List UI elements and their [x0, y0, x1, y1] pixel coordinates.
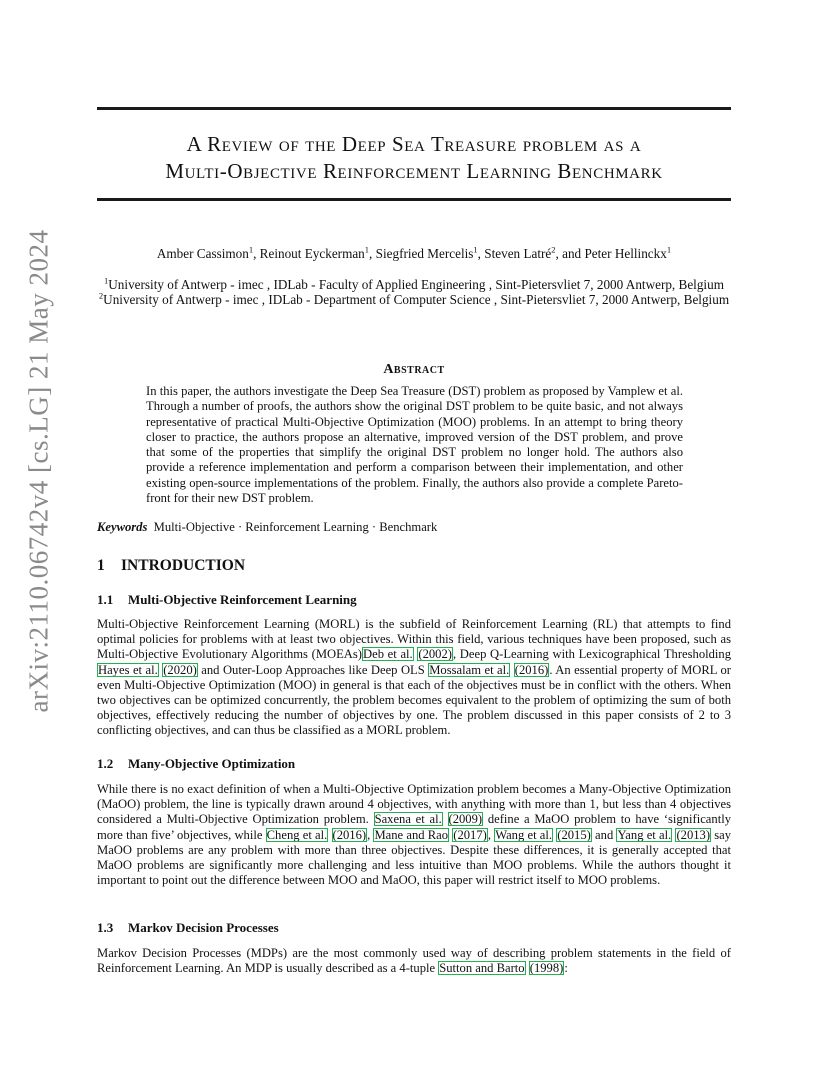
- paragraph-text: and: [591, 827, 617, 842]
- affiliation-text: University of Antwerp - imec , IDLab - Faculty of Applied Engineering , Sint-Pietersvliet 7, 2000 Antwerp, Belgium: [108, 277, 724, 292]
- author-name: Amber Cassimon: [156, 246, 249, 261]
- author-separator: ,: [369, 246, 376, 261]
- paragraph-text: and Outer-Loop Approaches like Deep OLS: [197, 662, 425, 677]
- arxiv-stamp: arXiv:2110.06742v4 [cs.LG] 21 May 2024: [23, 229, 54, 713]
- citation-year-link[interactable]: (2002): [418, 647, 452, 662]
- affiliation-1: [60, 277, 768, 293]
- author-name: Peter Hellinckx: [584, 246, 667, 261]
- title-rule-top: [97, 107, 731, 110]
- paragraph-morl: [97, 617, 731, 739]
- citation-link[interactable]: Wang et al.: [495, 827, 553, 842]
- author-separator: , and: [555, 246, 585, 261]
- affiliation-mark: 1: [248, 244, 254, 255]
- citation-link[interactable]: Sutton and Barto: [439, 961, 525, 976]
- author-list: [60, 246, 768, 262]
- paragraph-mdp: [97, 946, 731, 976]
- citation-year-link[interactable]: (2009): [448, 812, 483, 827]
- citation-year-link[interactable]: (2016): [332, 827, 367, 842]
- affiliation-mark: 2: [98, 290, 104, 301]
- keywords-text: Multi-Objective · Reinforcement Learning · Benchmark: [153, 520, 438, 534]
- affiliation-text: University of Antwerp - imec , IDLab - Department of Computer Science , Sint-Pietersvliet 7, 2000 Antwerp, Belgium: [103, 292, 730, 307]
- section-heading-introduction: [97, 557, 245, 575]
- paragraph-text: :: [564, 961, 568, 976]
- author-separator: ,: [477, 246, 485, 261]
- paragraph-text: ,: [367, 827, 374, 842]
- citation-year-link[interactable]: (2016): [514, 662, 549, 677]
- section-number: 1: [97, 557, 105, 574]
- citation-year-link[interactable]: (2020): [163, 662, 197, 677]
- affiliation-mark: 1: [666, 244, 672, 255]
- affiliation-mark: 1: [473, 244, 478, 255]
- section-title: INTRODUCTION: [121, 557, 246, 574]
- title-line-2: Multi-Objective Reinforcement Learning Benchmark: [165, 159, 663, 183]
- paragraph-text: . An essential property of MORL or even Multi-Objective Optimization (MOO) in general is that each of the objectives must be in conflict with the others. When two objectives can be optimized concurrently, the problem becomes equivalent to the problem of optimizing the sum of both objectives, effectively reducing the number of objectives by one. The problem discussed in this paper consists of 2 to 3 conflicting objectives, and can thus be classified as a MORL problem.: [97, 662, 731, 738]
- subsection-title: Markov Decision Processes: [128, 920, 279, 935]
- paragraph-text: While there is no exact definition of when a Multi-Objective Optimization problem becomes a Many-Objective Optimization (MaOO) problem, the line is typically drawn around 4 objectives, with anything with more than 1, but less than 4 objectives considered a Multi-Objective Optimization problem.: [97, 782, 731, 827]
- subsection-heading-mdp: [97, 920, 279, 936]
- subsection-heading-maoo: [97, 756, 295, 772]
- author-name: Steven Latré: [484, 246, 552, 261]
- keywords-line: [97, 520, 437, 535]
- paragraph-text: , Deep Q-Learning with Lexicographical Thresholding: [452, 647, 732, 662]
- author-separator: ,: [253, 246, 260, 261]
- subsection-title: Many-Objective Optimization: [128, 756, 296, 771]
- paragraph-text: define a MaOO problem to have ‘significantly more than five’ objectives, while: [97, 812, 731, 842]
- citation-link[interactable]: Saxena et al.: [374, 812, 442, 827]
- abstract-heading: Abstract: [383, 362, 445, 377]
- citation-link[interactable]: Hayes et al.: [98, 662, 158, 677]
- affiliation-mark: 1: [104, 275, 109, 286]
- paragraph-text: Markov Decision Processes (MDPs) are the most commonly used way of describing problem statements in the field of Reinforcement Learning. An MDP is usually described as a 4-tuple: [97, 946, 731, 976]
- subsection-number: 1.3: [97, 920, 114, 935]
- author-name: Siegfried Mercelis: [375, 246, 474, 261]
- subsection-number: 1.1: [97, 592, 114, 607]
- title-rule-bottom: [97, 198, 731, 201]
- citation-link[interactable]: Yang et al.: [617, 827, 672, 842]
- citation-year-link[interactable]: (2015): [557, 827, 591, 842]
- subsection-title: Multi-Objective Reinforcement Learning: [128, 592, 357, 607]
- author-name: Reinout Eyckerman: [259, 246, 365, 261]
- citation-year-link[interactable]: (1998): [529, 961, 564, 976]
- affiliation-mark: 2: [551, 244, 556, 255]
- title-line-1: A Review of the Deep Sea Treasure problem as a: [186, 132, 642, 156]
- citation-link[interactable]: Cheng et al.: [266, 827, 328, 842]
- subsection-number: 1.2: [97, 756, 114, 771]
- subsection-heading-morl: [97, 592, 357, 608]
- citation-link[interactable]: Deb et al.: [363, 647, 413, 662]
- citation-link[interactable]: Mane and Rao: [374, 827, 449, 842]
- paragraph-maoo: [97, 782, 731, 888]
- citation-year-link[interactable]: (2013): [676, 827, 711, 842]
- keywords-label: Keywords: [97, 520, 148, 534]
- abstract-text: In this paper, the authors investigate the Deep Sea Treasure (DST) problem as proposed by Vamplew et al. Through a number of proofs, the authors show the original DST problem to be quite basic, and not always representative of practical Multi-Objective Optimization (MOO) problems. In an attempt to bring theory closer to practice, the authors propose an alternative, improved version of the DST problem, and prove that some of the properties that simplify the original DST problem no longer hold. The authors also provide a reference implementation and perform a comparison between their implementation, and other existing open-source implementations of the problem. Finally, the authors also provide a complete Pareto-front for their new DST problem.: [146, 384, 683, 506]
- affiliation-mark: 1: [364, 244, 370, 255]
- paragraph-text: say MaOO problems are any problem with more than three objectives. Despite these differences, it is generally accepted that MaOO problems are significantly more challenging and less intuitive than MOO problems. While the authors thought it important to point out the difference between MOO and MaOO, this paper will restrict itself to MOO problems.: [97, 827, 732, 888]
- citation-year-link[interactable]: (2017): [453, 827, 487, 842]
- affiliation-2: [60, 292, 768, 308]
- citation-link[interactable]: Mossalam et al.: [429, 662, 510, 677]
- paragraph-text: Multi-Objective Reinforcement Learning (MORL) is the subfield of Reinforcement Learning (RL) that attempts to find optimal policies for problems with at least two objectives. Within this field, various techniques have been proposed, such as Multi-Objective Evolutionary Algorithms (MOEAs): [97, 617, 731, 662]
- paragraph-text: ,: [487, 827, 495, 842]
